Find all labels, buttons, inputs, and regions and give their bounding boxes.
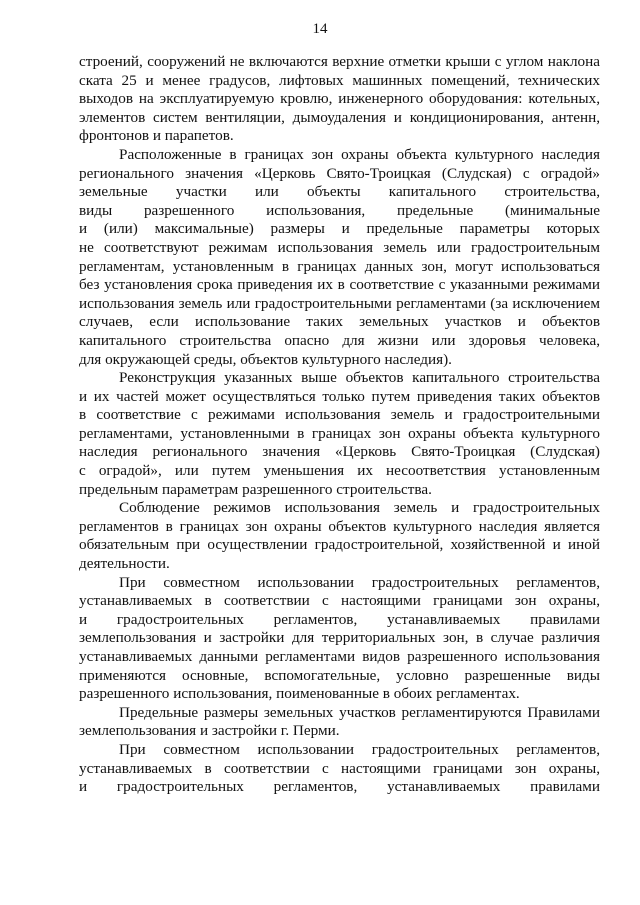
text-line: строений, сооружений не включаются верхние отметки крыши с углом наклона [79, 53, 600, 70]
text-line: регионального значения «Церковь Свято-Троицкая (Слудская) с оградой» [79, 164, 600, 182]
text-line: и (или) максимальные) размеры и предельные параметры которых [79, 220, 600, 238]
text-line: наследия регионального значения «Церковь Свято-Троицкая (Слудская) [79, 443, 600, 461]
text-line: разрешенного использования, поименованные в обоих регламентах. [79, 685, 520, 703]
text-line: регламентам, установленным в границах данных зон, могут использоваться [79, 257, 600, 275]
text-line: случаев, если использование таких земельных участков и объектов [79, 313, 600, 331]
text-line: землепользования и застройки г. Перми. [79, 722, 340, 740]
text-line: устанавливаемых в соответствии с настоящими границами зон охраны, [79, 759, 600, 777]
text-line: в соответствие с режимами использования земель и градостроительными [79, 406, 600, 424]
paragraph [79, 704, 600, 741]
text-line: Соблюдение режимов использования земель и градостроительных [119, 499, 600, 517]
text-line: устанавливаемых данными регламентами видов разрешенного использования [79, 648, 600, 665]
text-line: устанавливаемых в соответствии с настоящими границами зон охраны, [79, 592, 600, 610]
text-line: регламентов в границах зон охраны объектов культурного наследия является [79, 517, 600, 535]
text-line: ската 25 и менее градусов, лифтовых машинных помещений, технических [79, 71, 600, 89]
text-line: При совместном использовании градостроительных регламентов, [119, 740, 600, 758]
text-line: Реконструкция указанных выше объектов капитального строительства [119, 369, 600, 387]
text-line: Расположенные в границах зон охраны объекта культурного наследия [119, 145, 600, 163]
text-line: применяются основные, вспомогательные, условно разрешенные виды [79, 666, 600, 684]
page-number: 14 [312, 21, 328, 37]
paragraph [79, 574, 600, 704]
text-line: выходов на эксплуатируемую кровлю, инженерного оборудования: котельных, [79, 90, 600, 108]
text-line: земельные участки или объекты капитального строительства, [79, 183, 600, 201]
text-line: виды разрешенного использования, предельные (минимальные [79, 201, 600, 219]
text-line: При совместном использовании градостроительных регламентов, [119, 573, 600, 591]
text-line: Предельные размеры земельных участков регламентируются Правилами [119, 703, 600, 721]
text-line: без установления срока приведения их в соответствие с указанными режимами [79, 276, 600, 294]
text-line: деятельности. [79, 555, 170, 573]
document-body [79, 53, 600, 797]
text-line: с оградой», или путем уменьшения их несоответствия установленным [79, 462, 600, 480]
paragraph [79, 369, 600, 499]
text-line: регламентами, установленными в границах зон охраны объекта культурного [79, 424, 600, 442]
text-line: использования земель или градостроительными регламентами (за исключением [79, 294, 600, 312]
paragraph [79, 499, 600, 573]
text-line: капитального строительства опасно для жизни или здоровья человека, [79, 331, 600, 349]
text-line: обязательным при осуществлении градостроительной, хозяйственной и иной [79, 536, 600, 554]
text-line: землепользования и застройки для территориальных зон, в случае различия [79, 629, 600, 647]
paragraph [79, 741, 600, 797]
text-line: элементов систем вентиляции, дымоудаления и кондиционирования, антенн, [79, 108, 600, 126]
text-line: для окружающей среды, объектов культурного наследия). [79, 350, 452, 368]
text-line: не соответствуют режимам использования земель или градостроительным [79, 238, 600, 256]
text-line: предельным параметрам разрешенного строительства. [79, 480, 432, 498]
paragraph [79, 146, 600, 369]
text-line: фронтонов и парапетов. [79, 127, 234, 145]
paragraph [79, 53, 600, 146]
text-line: и градостроительных регламентов, устанавливаемых правилами [79, 610, 600, 628]
text-line: и градостроительных регламентов, устанавливаемых правилами [79, 778, 600, 796]
text-line: и их частей может осуществляться только путем приведения таких объектов [79, 387, 600, 405]
